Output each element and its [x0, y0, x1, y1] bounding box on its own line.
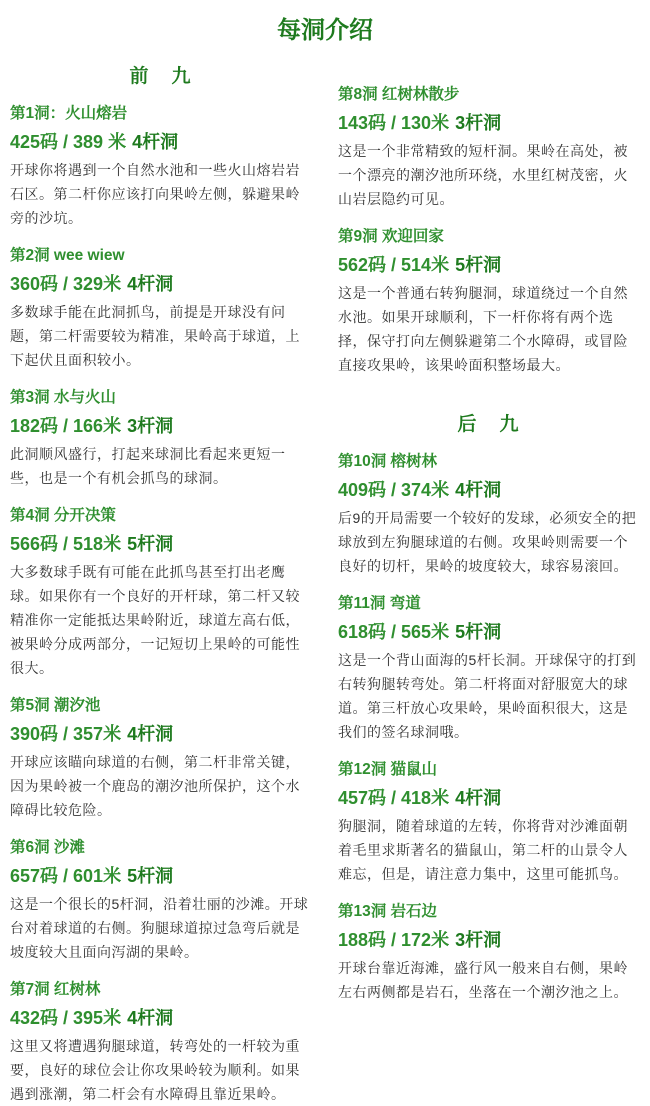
- right-column: [338, 53, 640, 1106]
- hole-par: 3杆洞: [455, 930, 502, 950]
- hole-par: 4杆洞: [127, 274, 174, 294]
- hole-distance: [338, 926, 640, 952]
- hole-title: 第3洞 水与火山: [10, 389, 116, 406]
- hole-distance: [10, 1004, 312, 1030]
- hole-description: 这是一个非常精致的短杆洞。果岭在高处，被一个漂亮的潮汐池所环绕，水里红树茂密，火山岩层隐约可见。: [338, 143, 628, 207]
- hole-distance: [10, 862, 312, 888]
- hole-title: 第12洞 猫鼠山: [338, 761, 438, 778]
- hole-title: 第11洞 弯道: [338, 595, 421, 612]
- hole-description: 这是一个很长的5杆洞，沿着壮丽的沙滩。开球台对着球道的右侧。狗腿球道掠过急弯后就是坡度较大且面向泻湖的果岭。: [10, 896, 309, 960]
- page-title: 每洞介绍: [277, 17, 373, 44]
- hole-par: 3杆洞: [127, 416, 174, 436]
- hole-yardage: 618码 / 565米: [338, 622, 450, 642]
- hole-yardage: 188码 / 172米: [338, 930, 450, 950]
- hole-yardage: 657码 / 601米: [10, 866, 122, 886]
- hole-par: 5杆洞: [455, 255, 502, 275]
- hole-distance: [338, 618, 640, 644]
- hole-yardage: 409码 / 374米: [338, 480, 450, 500]
- hole-entry-13: [338, 899, 640, 1004]
- hole-entry-1: [10, 101, 312, 230]
- hole-yardage: 390码 / 357米: [10, 724, 122, 744]
- left-column: [10, 53, 312, 1106]
- hole-title: 第7洞 红树林: [10, 981, 101, 998]
- hole-yardage: 182码 / 166米: [10, 416, 122, 436]
- hole-distance: [338, 784, 640, 810]
- hole-description: 此洞顺风盛行，打起来球洞比看起来更短一些，也是一个有机会抓鸟的球洞。: [10, 446, 286, 486]
- hole-par: 4杆洞: [127, 1008, 174, 1028]
- hole-description: 多数球手能在此洞抓鸟，前提是开球没有问题，第二杆需要较为精准，果岭高于球道，上下起伏且面积较小。: [10, 304, 300, 368]
- hole-yardage: 432码 / 395米: [10, 1008, 122, 1028]
- hole-description: 大多数球手既有可能在此抓鸟甚至打出老鹰球。如果你有一个良好的开杆球，第二杆又较精准你一定能抵达果岭附近，球道左高右低，被果岭分成两部分，一记短切上果岭的可能性很大。: [10, 564, 300, 676]
- hole-description: 开球应该瞄向球道的右侧，第二杆非常关键，因为果岭被一个鹿岛的潮汐池所保护，这个水障碍比较危险。: [10, 754, 300, 818]
- hole-title: 第4洞 分开决策: [10, 507, 116, 524]
- hole-entry-8: [338, 82, 640, 211]
- hole-distance: [10, 270, 312, 296]
- hole-description: 后9的开局需要一个较好的发球，必须安全的把球放到左狗腿球道的右侧。攻果岭则需要一个良好的切杆，果岭的坡度较大，球容易滚回。: [338, 510, 637, 574]
- hole-par: 5杆洞: [127, 866, 174, 886]
- hole-yardage: 562码 / 514米: [338, 255, 450, 275]
- hole-distance: [338, 109, 640, 135]
- hole-distance: [10, 530, 312, 556]
- hole-distance: [10, 720, 312, 746]
- hole-title: 第8洞 红树林散步: [338, 86, 460, 103]
- hole-title: 第6洞 沙滩: [10, 839, 85, 856]
- hole-entry-7: [10, 977, 312, 1106]
- hole-par: 5杆洞: [127, 534, 174, 554]
- hole-yardage: 457码 / 418米: [338, 788, 450, 808]
- front-nine-header: 前 九: [129, 66, 193, 87]
- hole-entry-3: [10, 385, 312, 490]
- two-column-layout: [10, 53, 640, 1106]
- hole-distance: [10, 412, 312, 438]
- hole-title: 第5洞 潮汐池: [10, 697, 101, 714]
- hole-description: 狗腿洞，随着球道的左转，你将背对沙滩面朝着毛里求斯著名的猫鼠山，第二杆的山景令人难忘，但是，请注意力集中，这里可能抓鸟。: [338, 818, 628, 882]
- hole-yardage: 143码 / 130米: [338, 113, 450, 133]
- hole-par: 4杆洞: [455, 480, 502, 500]
- hole-entry-9: [338, 224, 640, 377]
- hole-description: 开球台靠近海滩，盛行风一般来自右侧，果岭左右两侧都是岩石，坐落在一个潮汐池之上。: [338, 960, 628, 1000]
- hole-title: 第9洞 欢迎回家: [338, 228, 444, 245]
- hole-title: 第10洞 榕树林: [338, 453, 438, 470]
- hole-entry-6: [10, 835, 312, 964]
- hole-entry-10: [338, 449, 640, 578]
- hole-description: 开球你将遇到一个自然水池和一些火山熔岩岩石区。第二杆你应该打向果岭左侧，躲避果岭旁的沙坑。: [10, 162, 300, 226]
- hole-distance: [10, 128, 312, 154]
- hole-distance: [338, 251, 640, 277]
- hole-yardage: 360码 / 329米: [10, 274, 122, 294]
- hole-par: 4杆洞: [127, 724, 174, 744]
- hole-entry-4: [10, 503, 312, 680]
- hole-yardage: 566码 / 518米: [10, 534, 122, 554]
- hole-description: 这是一个背山面海的5杆长洞。开球保守的打到右转狗腿转弯处。第二杆将面对舒服宽大的球道。第三杆放心攻果岭，果岭面积很大，这是我们的签名球洞哦。: [338, 652, 637, 740]
- back-nine-header: 后 九: [457, 414, 521, 435]
- hole-par: 3杆洞: [455, 113, 502, 133]
- hole-entry-11: [338, 591, 640, 744]
- hole-description: 这是一个普通右转狗腿洞，球道绕过一个自然水池。如果开球顺利，下一杆你将有两个选择，保守打向左侧躲避第二个水障碍，或冒险直接攻果岭，该果岭面积整场最大。: [338, 285, 628, 373]
- hole-entry-12: [338, 757, 640, 886]
- hole-entry-5: [10, 693, 312, 822]
- hole-title: 第2洞 wee wiew: [10, 247, 125, 264]
- hole-title: 第1洞：火山熔岩: [10, 105, 128, 122]
- hole-par: 4杆洞: [132, 132, 179, 152]
- hole-distance: [338, 476, 640, 502]
- hole-description: 这里又将遭遇狗腿球道，转弯处的一杆较为重要，良好的球位会让你攻果岭较为顺利。如果遇到涨潮，第二杆会有水障碍且靠近果岭。: [10, 1038, 300, 1102]
- hole-par: 4杆洞: [455, 788, 502, 808]
- hole-yardage: 425码 / 389 米: [10, 132, 127, 152]
- hole-par: 5杆洞: [455, 622, 502, 642]
- hole-title: 第13洞 岩石边: [338, 903, 438, 920]
- hole-entry-2: [10, 243, 312, 372]
